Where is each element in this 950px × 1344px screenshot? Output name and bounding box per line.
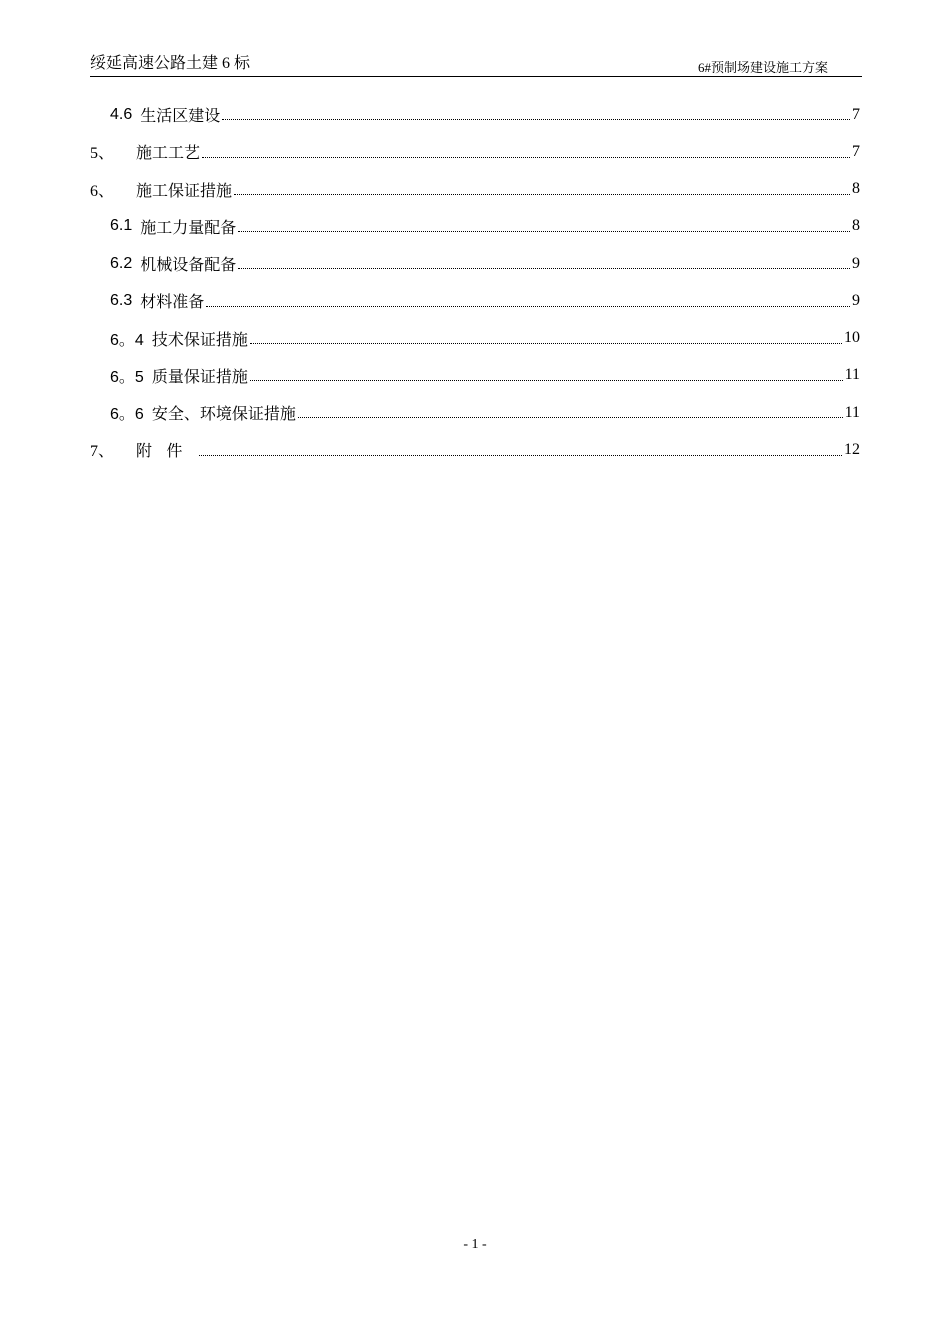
toc-entry[interactable] [90, 133, 860, 170]
toc-entry-page: 8 [852, 217, 860, 235]
toc-entry[interactable] [90, 208, 860, 245]
table-of-contents [90, 96, 860, 469]
toc-entry-title: 施工工艺 [136, 145, 201, 163]
toc-entry-number: 6。4 [110, 331, 144, 349]
toc-entry-number: 5、 [90, 145, 115, 163]
toc-entry-number: 6、 [90, 182, 115, 200]
toc-leader-dots [238, 230, 850, 232]
page-number-footer: - 1 - [463, 1237, 487, 1252]
toc-entry-title: 技术保证措施 [151, 331, 248, 349]
toc-entry-title: 附件 [136, 443, 197, 461]
toc-entry-page: 8 [852, 180, 860, 198]
toc-entry-title: 生活区建设 [140, 108, 221, 126]
toc-leader-dots [199, 454, 842, 456]
toc-entry[interactable] [90, 394, 860, 431]
header-project-title: 绥延高速公路土建 6 标 [90, 55, 251, 72]
toc-entry-title: 机械设备配备 [140, 257, 237, 275]
toc-entry-number: 6。5 [110, 368, 144, 386]
header-document-title: 6#预制场建设施工方案 [697, 60, 828, 75]
toc-leader-dots [298, 416, 843, 418]
toc-entry-number: 6.2 [110, 254, 133, 272]
toc-entry-number: 7、 [90, 443, 115, 461]
page-header [90, 54, 862, 77]
toc-entry-title: 材料准备 [140, 294, 205, 312]
toc-entry-page: 11 [844, 403, 860, 421]
toc-entry[interactable] [90, 96, 860, 133]
toc-entry-title: 施工保证措施 [136, 182, 233, 200]
toc-leader-dots [250, 342, 842, 344]
toc-entry-page: 12 [844, 440, 860, 458]
toc-entry-title: 安全、环境保证措施 [151, 406, 296, 424]
toc-entry-number: 6。6 [110, 406, 144, 424]
toc-entry[interactable] [90, 245, 860, 282]
toc-leader-dots [234, 193, 850, 195]
toc-entry-page: 7 [852, 105, 860, 123]
toc-entry-page: 7 [852, 142, 860, 160]
toc-leader-dots [206, 305, 850, 307]
toc-leader-dots [238, 267, 850, 269]
toc-entry-title: 质量保证措施 [151, 368, 248, 386]
toc-leader-dots [202, 156, 850, 158]
toc-entry[interactable] [90, 431, 860, 468]
toc-entry-number: 4.6 [110, 105, 133, 123]
toc-entry-title: 施工力量配备 [140, 219, 237, 237]
toc-leader-dots [222, 118, 850, 120]
toc-entry[interactable] [90, 282, 860, 319]
toc-entry-page: 11 [844, 366, 860, 384]
toc-entry[interactable] [90, 171, 860, 208]
toc-leader-dots [250, 379, 843, 381]
toc-entry[interactable] [90, 357, 860, 394]
toc-entry-number: 6.1 [110, 217, 133, 235]
toc-entry-page: 9 [852, 291, 860, 309]
toc-entry-page: 9 [852, 254, 860, 272]
toc-entry[interactable] [90, 320, 860, 357]
toc-entry-number: 6.3 [110, 291, 133, 309]
toc-entry-page: 10 [844, 329, 860, 347]
